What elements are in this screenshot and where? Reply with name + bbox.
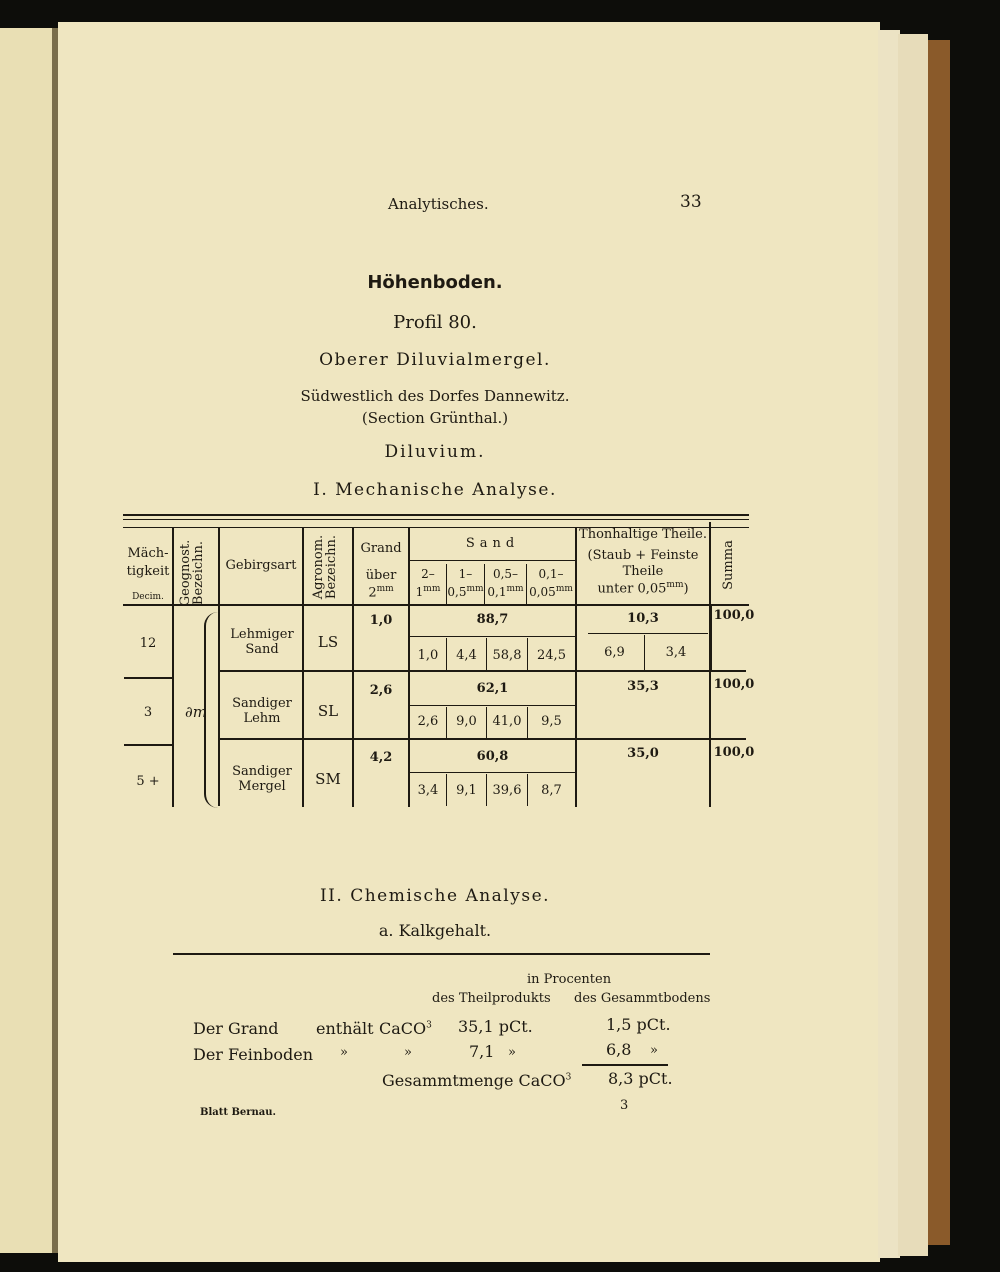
- header-summa: Summa: [721, 540, 736, 590]
- formation-title: Oberer Diluvialmergel.: [319, 350, 551, 370]
- geognost-symbol: ∂m: [185, 703, 207, 721]
- header-maechtigkeit: Mäch- tigkeit: [126, 546, 170, 579]
- header-gebirgsart: Gebirgsart: [225, 558, 297, 573]
- analysis-2-subtitle: a. Kalkgehalt.: [378, 921, 492, 940]
- header-thon-3: Theile: [622, 564, 664, 579]
- header-agronom: Agronom. Bezeichn.: [311, 534, 339, 600]
- analysis-1-title: I. Mechanische Analyse.: [313, 480, 557, 500]
- header-sand-col: 2– $1^{mm}$: [415, 567, 441, 599]
- page-edge: [878, 30, 900, 1258]
- header-grand-size: $2^{mm}$: [368, 584, 394, 601]
- page-edge-stack: [898, 34, 928, 1256]
- header-sand-col: 0,5– $0,1^{mm}$: [487, 567, 524, 599]
- location-line-1: Südwestlich des Dorfes Dannewitz.: [300, 387, 570, 405]
- profile-number: Profil 80.: [393, 312, 477, 333]
- location-line-2: (Section Grünthal.): [361, 409, 509, 427]
- header-sand-col: 1– $0,5^{mm}$: [447, 567, 484, 599]
- header-decim: Decim.: [132, 592, 164, 602]
- section-title: Höhenboden.: [367, 272, 503, 293]
- kalk-col-2: des Gesammtbodens: [574, 991, 711, 1006]
- header-sand-col: 0,1– $0,05^{mm}$: [529, 567, 573, 599]
- left-page-edge: [0, 28, 55, 1253]
- header-geognost: Geognost. Bezeichn.: [178, 539, 206, 607]
- header-grand: Grand: [360, 541, 402, 556]
- running-title: Analytisches.: [388, 195, 489, 213]
- header-sand: Sand: [465, 536, 520, 551]
- page-number: 33: [680, 192, 702, 212]
- book-cover-edge: [928, 40, 950, 1245]
- footer-signature: 3: [620, 1098, 629, 1113]
- header-thon-4: unter $0,05^{mm}$): [597, 580, 689, 597]
- kalk-in-procenten: in Procenten: [527, 972, 612, 987]
- kalk-col-1: des Theilprodukts: [432, 991, 551, 1006]
- analysis-2-title: II. Chemische Analyse.: [319, 886, 551, 906]
- header-grand-sub: über: [365, 568, 397, 583]
- kalk-total-label: Gesammtmenge CaCO$^3$: [382, 1071, 572, 1090]
- header-thon-2: (Staub + Feinste: [587, 548, 699, 563]
- footer-blatt: Blatt Bernau.: [200, 1107, 277, 1118]
- period-title: Diluvium.: [384, 442, 486, 462]
- kalk-total-value: 8,3 pCt.: [608, 1069, 673, 1088]
- header-thon-1: Thonhaltige Theile.: [579, 527, 707, 542]
